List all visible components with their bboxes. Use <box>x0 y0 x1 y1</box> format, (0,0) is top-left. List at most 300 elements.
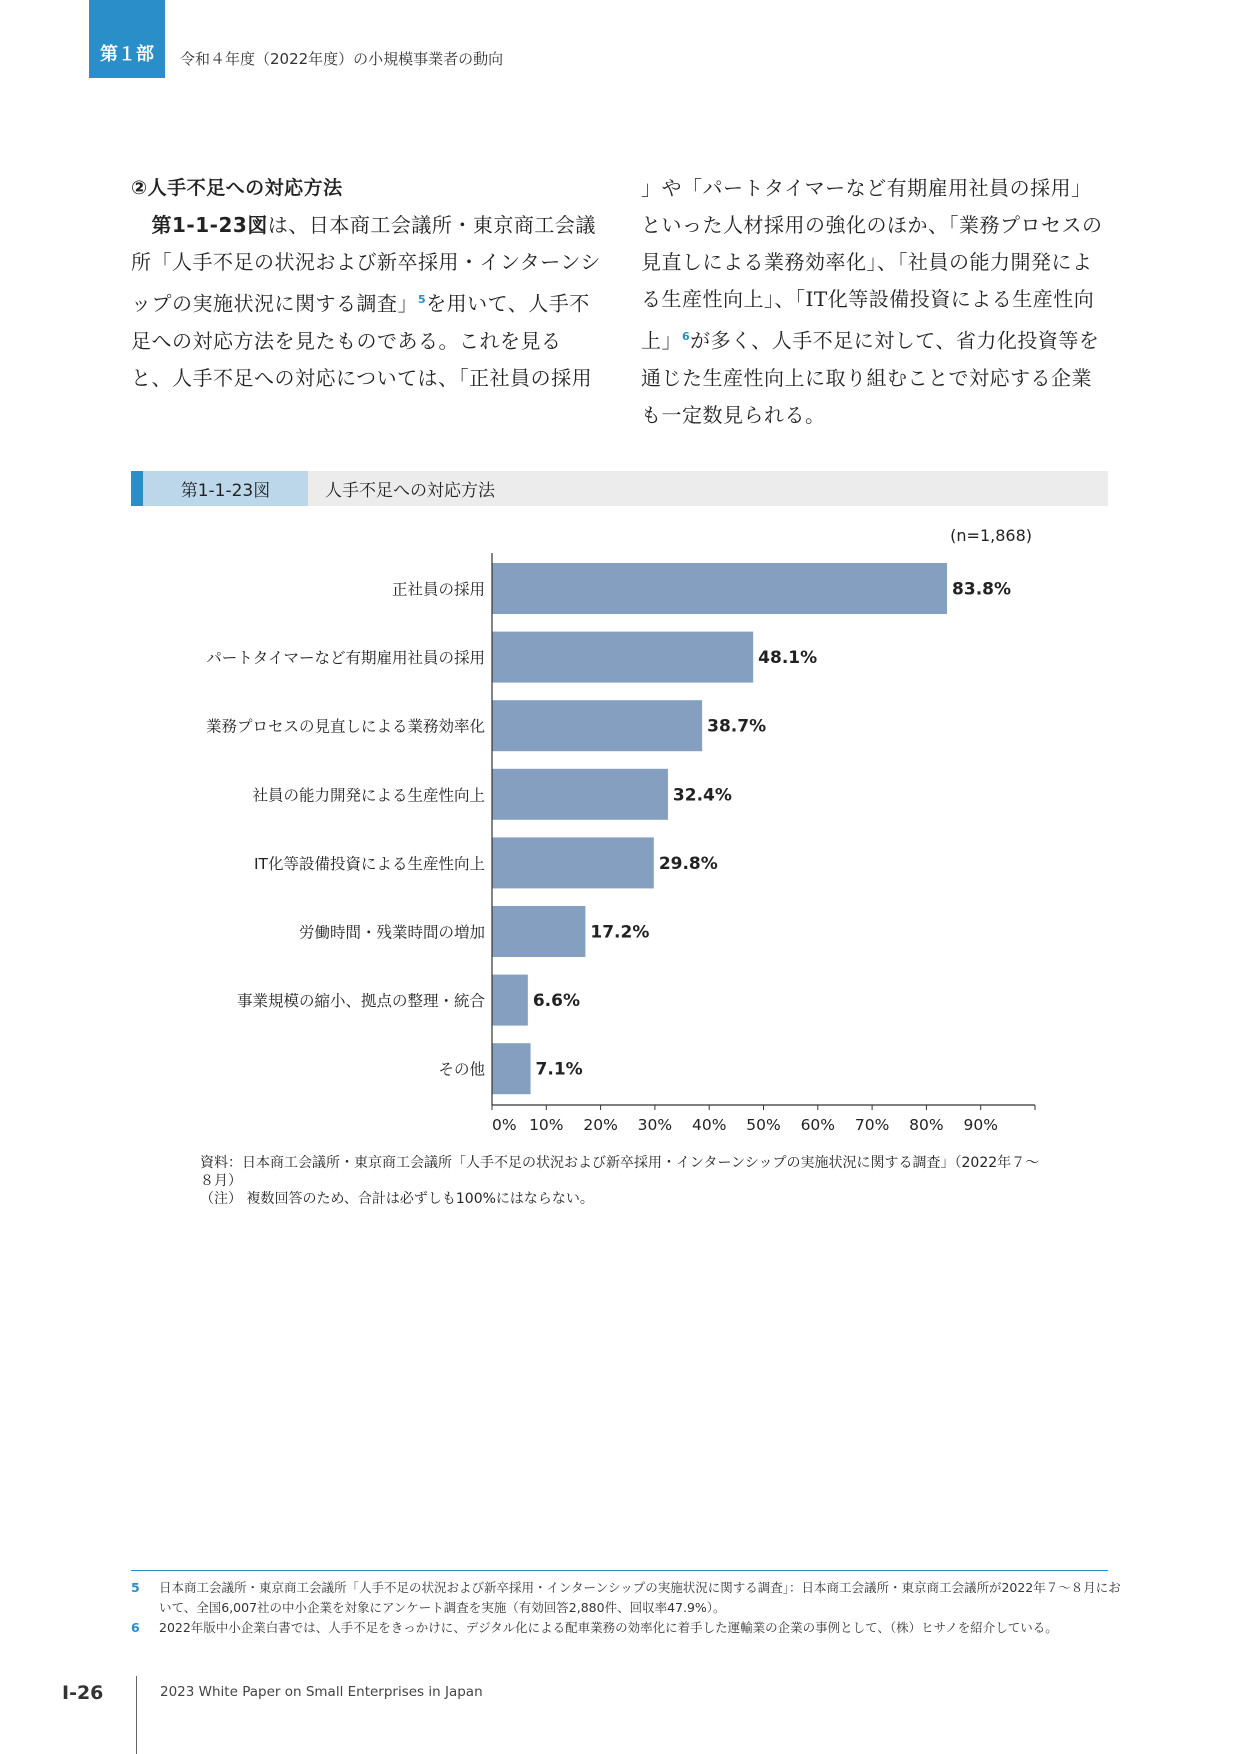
char: 力 <box>976 328 997 353</box>
char: よ <box>336 250 357 274</box>
x-tick-label: 10% <box>529 1116 564 1134</box>
char: よ <box>723 250 744 274</box>
char: お <box>315 250 336 274</box>
char: 、 <box>935 328 956 353</box>
char: 第 <box>151 213 172 237</box>
x-tick-label: 60% <box>800 1116 836 1134</box>
char: 数 <box>702 402 723 427</box>
char: 業 <box>1071 365 1092 390</box>
x-tick-label: 70% <box>854 1116 890 1134</box>
char: る <box>784 402 805 427</box>
char: シ <box>580 250 601 274</box>
running-header: 令和４年度（2022年度）の小規模事業者の動向 <box>180 50 504 68</box>
char: 状 <box>274 250 295 274</box>
char: 発 <box>1031 250 1052 274</box>
value-label: 29.8% <box>658 853 718 874</box>
char: 開 <box>1010 250 1031 274</box>
char: 見 <box>723 402 744 427</box>
chart-note: （注） 複数回答のため、合計は必ずしも100%にはならない。 <box>200 1191 594 1207</box>
char: 卒 <box>397 250 418 274</box>
char: 務 <box>784 250 805 274</box>
char: 性 <box>1053 287 1074 311</box>
category-label: 労働時間・残業時間の増加 <box>298 923 485 942</box>
char: I <box>805 287 814 311</box>
char: 業 <box>959 213 980 237</box>
value-label: 7.1% <box>535 1059 583 1080</box>
char: る <box>641 287 662 311</box>
char: 生 <box>661 287 682 311</box>
value-label: 38.7% <box>707 716 767 737</box>
char: て <box>397 365 418 390</box>
char: を <box>1078 328 1100 353</box>
char: 商 <box>513 213 535 237</box>
char: る <box>418 328 439 353</box>
char: タ <box>764 176 785 200</box>
char: 上 <box>641 328 662 353</box>
char: 「 <box>897 250 908 274</box>
char: の <box>866 213 887 237</box>
char: 正 <box>469 365 490 390</box>
char: 3 <box>232 213 248 237</box>
char: て <box>915 328 936 353</box>
char: す <box>315 291 336 316</box>
char: 採 <box>764 213 785 237</box>
char: 状 <box>233 291 254 316</box>
char: に <box>336 365 357 390</box>
char: 人 <box>172 365 193 390</box>
char: 」 <box>764 287 775 311</box>
char: れ <box>479 328 500 353</box>
char: 」 <box>866 250 877 274</box>
char: 図 <box>247 213 268 237</box>
char: ス <box>1061 213 1082 237</box>
char: 上 <box>743 287 764 311</box>
char: 人 <box>771 328 793 353</box>
footnote-ref-5[interactable]: 5 <box>418 293 427 306</box>
char: 用 <box>438 250 459 274</box>
x-tick-label: 30% <box>637 1116 673 1134</box>
char: 採 <box>551 365 572 390</box>
char: 」 <box>1071 176 1092 200</box>
char: ン <box>560 250 581 274</box>
char: 員 <box>928 250 949 274</box>
char: っ <box>682 213 703 237</box>
char: タ <box>519 250 541 274</box>
char: 実 <box>192 291 213 316</box>
char: ト <box>743 176 764 200</box>
char: に <box>805 365 826 390</box>
char: 対 <box>295 365 316 390</box>
char: 「 <box>458 365 470 390</box>
bar-3 <box>492 700 702 751</box>
char: 本 <box>329 213 350 237</box>
footnote-text: 日本商工会議所・東京商工会議所「人手不足の状況および新卒採用・インターンシップの実施状況に関する調査」：日本商工会議所・東京商工会議所が2022年７～８月において、全国6,007社の中小企業を対象にアンケート調査を実施（有効回答2,880件、回収率47.9%）。 <box>159 1580 1121 1615</box>
char: す <box>1010 365 1031 390</box>
char: 用 <box>446 291 468 316</box>
x-tick-label: 0% <box>492 1116 517 1134</box>
char: 見 <box>295 328 316 353</box>
char: の <box>1009 176 1031 200</box>
char: 対 <box>969 365 990 390</box>
char: の <box>172 291 193 316</box>
char: の <box>274 365 295 390</box>
char: 1 <box>172 213 187 237</box>
char: ー <box>825 176 846 200</box>
char: 向 <box>723 287 744 311</box>
char: 有 <box>886 176 908 200</box>
char: 応 <box>213 328 234 353</box>
char: 不 <box>213 365 234 390</box>
char: 員 <box>989 176 1010 200</box>
char: 業 <box>764 250 785 274</box>
char: 人 <box>528 291 549 316</box>
char: な <box>845 176 867 200</box>
value-label: 32.4% <box>672 785 732 806</box>
char: イ <box>479 250 500 274</box>
char: を <box>426 291 447 316</box>
bar-8 <box>492 1043 531 1094</box>
char: に <box>853 328 875 353</box>
footnote-ref-6[interactable]: 6 <box>682 330 691 343</box>
x-tick-label: 80% <box>909 1116 944 1134</box>
char: 「 <box>682 176 703 200</box>
footnote-6 <box>131 1618 1121 1638</box>
char: 用 <box>948 176 969 200</box>
char: る <box>991 287 1013 311</box>
char: い <box>467 291 488 316</box>
value-label: 6.6% <box>532 991 580 1012</box>
char: 人 <box>172 250 193 274</box>
char: マ <box>804 176 826 200</box>
char: 工 <box>370 213 391 237</box>
char: の <box>172 328 193 353</box>
char: 備 <box>889 287 910 311</box>
char: で <box>377 328 398 353</box>
bar-7 <box>492 975 528 1026</box>
char: 務 <box>979 213 1000 237</box>
char: 生 <box>1012 287 1033 311</box>
char: た <box>702 213 723 237</box>
category-label: IT化等設備投資による生産性向上 <box>253 854 485 873</box>
char: む <box>887 365 908 390</box>
char: 設 <box>868 287 890 311</box>
char: へ <box>151 328 172 353</box>
char: 。 <box>805 402 826 427</box>
char: 、 <box>507 291 529 316</box>
char: ッ <box>131 291 152 316</box>
char: の <box>805 213 826 237</box>
char: 、 <box>151 365 172 390</box>
char: 手 <box>192 250 213 274</box>
char: く <box>731 328 752 353</box>
char: 企 <box>1051 365 1072 390</box>
x-tick-label: 40% <box>691 1116 727 1134</box>
char: 1 <box>195 213 210 237</box>
char: に <box>274 291 295 316</box>
char: 効 <box>805 250 826 274</box>
char: ・ <box>452 213 473 237</box>
char: 社 <box>489 365 511 390</box>
char: 化 <box>846 213 867 237</box>
char: の <box>1082 213 1103 237</box>
footer-divider <box>136 1676 137 1754</box>
char: 東 <box>472 213 494 237</box>
char: 見 <box>520 328 541 353</box>
char: 用 <box>784 213 805 237</box>
char: る <box>541 328 562 353</box>
char: 不 <box>569 291 590 316</box>
char: 対 <box>874 328 895 353</box>
char: 」 <box>661 328 682 353</box>
char: 応 <box>989 365 1010 390</box>
char: 日 <box>308 213 330 237</box>
char: ど <box>866 176 887 200</box>
char: 上 <box>784 365 805 390</box>
char: 産 <box>1032 287 1054 311</box>
bar-6 <box>492 906 585 957</box>
char: 定 <box>682 402 703 427</box>
char: 率 <box>825 250 846 274</box>
char: ン <box>500 250 520 274</box>
char: 一 <box>661 402 682 427</box>
bar-5 <box>492 837 654 888</box>
char: 新 <box>377 250 398 274</box>
char: 投 <box>909 287 931 311</box>
char: ほ <box>887 213 908 237</box>
char: 議 <box>575 213 596 237</box>
char: 雇 <box>927 176 949 200</box>
char: 対 <box>192 328 213 353</box>
char: 、 <box>751 328 772 353</box>
category-label: 業務プロセスの見直しによる業務効率化 <box>205 717 485 736</box>
value-label: 48.1% <box>758 648 818 669</box>
char: の <box>254 250 275 274</box>
footnotes <box>131 1578 1121 1638</box>
section-heading: ②人手不足への対応方法 <box>131 177 343 199</box>
char: 材 <box>743 213 764 237</box>
char: と <box>928 365 949 390</box>
char: 直 <box>661 250 682 274</box>
char: 手 <box>792 328 813 353</box>
char: 工 <box>534 213 555 237</box>
char: 調 <box>356 291 377 316</box>
sample-size-label: (n=1,868) <box>950 526 1032 545</box>
char: 関 <box>295 291 316 316</box>
char: し <box>682 250 703 274</box>
char: と <box>131 365 152 390</box>
char: 資 <box>1037 328 1059 353</box>
footnote-text: 2022年版中小企業白書では、人手不足をきっかけに、デジタル化による配車業務の効率化に着手した運輸業の企業の事例として、（株）ヒサノを紹介している。 <box>159 1620 1058 1635</box>
char: 採 <box>418 250 439 274</box>
char: 省 <box>955 328 977 353</box>
x-tick-label: 50% <box>746 1116 781 1134</box>
char: - <box>186 213 196 237</box>
char: い <box>376 365 398 390</box>
char: - <box>209 213 219 237</box>
char: T <box>813 287 828 311</box>
char: と <box>641 213 662 237</box>
char: の <box>530 365 552 390</box>
char: 化 <box>846 250 867 274</box>
char: は <box>267 213 289 237</box>
char: 多 <box>710 328 732 353</box>
char: 商 <box>349 213 371 237</box>
char: れ <box>764 402 785 427</box>
char: 「 <box>948 213 959 237</box>
char: 向 <box>1073 287 1095 311</box>
category-label: 事業規模の縮小、拠点の整理・統合 <box>236 992 485 1011</box>
footnote-number: 5 <box>131 1580 140 1595</box>
char: 見 <box>641 250 662 274</box>
char: る <box>743 250 764 274</box>
part-label: 第１部 <box>100 44 154 65</box>
char: あ <box>397 328 418 353</box>
char: 2 <box>218 213 233 237</box>
char: が <box>690 328 711 353</box>
char: し <box>894 328 916 353</box>
char: 性 <box>743 365 764 390</box>
char: に <box>1051 250 1072 274</box>
footnote-number: 6 <box>131 1620 140 1635</box>
char: 用 <box>571 365 593 390</box>
bar-4 <box>492 769 668 820</box>
char: 所 <box>131 250 152 274</box>
page-number: I-26 <box>62 1682 104 1704</box>
char: 、 <box>438 365 459 390</box>
value-label: 83.8% <box>952 579 1012 600</box>
char: か <box>907 213 928 237</box>
char: 「 <box>795 287 806 311</box>
x-tick-label: 90% <box>963 1116 998 1134</box>
char: 性 <box>702 287 723 311</box>
char: プ <box>1000 213 1021 237</box>
char: 方 <box>233 328 254 353</box>
char: 資 <box>930 287 951 311</box>
char: 足 <box>131 328 152 353</box>
char: 。 <box>438 328 459 353</box>
x-tick-label: 20% <box>583 1116 618 1134</box>
char: 査 <box>377 291 398 316</box>
figure-number: 第1-1-23図 <box>143 471 308 506</box>
char: 会 <box>554 213 576 237</box>
char: セ <box>1041 213 1062 237</box>
char: 、 <box>774 287 795 311</box>
char: よ <box>971 287 992 311</box>
char: 」 <box>397 291 418 316</box>
char: 人 <box>723 213 744 237</box>
char: 所 <box>431 213 453 237</box>
footnote-5 <box>131 1578 1121 1618</box>
category-label: 正社員の採用 <box>391 580 485 599</box>
char: 議 <box>411 213 432 237</box>
char: 等 <box>848 287 869 311</box>
char: る <box>336 291 357 316</box>
char: パ <box>702 176 723 200</box>
char: で <box>948 365 969 390</box>
char: こ <box>907 365 928 390</box>
char: は <box>417 365 439 390</box>
char: じ <box>661 365 682 390</box>
char: 不 <box>812 328 834 353</box>
char: 不 <box>213 250 234 274</box>
char: い <box>661 213 682 237</box>
char: に <box>702 250 723 274</box>
char: ・ <box>459 250 480 274</box>
char: も <box>336 328 357 353</box>
char: 向 <box>764 365 785 390</box>
char: 、 <box>877 250 898 274</box>
char: の <box>949 250 970 274</box>
char: を <box>500 328 521 353</box>
char: ー <box>723 176 744 200</box>
chart-notes <box>200 1154 1040 1208</box>
char: り <box>846 365 867 390</box>
category-label: パートタイマーなど有期雇用社員の採用 <box>206 649 485 668</box>
char: 期 <box>907 176 928 200</box>
char: た <box>315 328 336 353</box>
char: 足 <box>233 365 254 390</box>
char: ら <box>743 402 764 427</box>
char: 「 <box>151 250 172 274</box>
bar-2 <box>492 632 753 683</box>
char: 社 <box>908 250 929 274</box>
char: 生 <box>702 365 723 390</box>
char: 足 <box>833 328 854 353</box>
char: 取 <box>825 365 846 390</box>
footer-title: 2023 White Paper on Small Enterprises in Japan <box>160 1684 483 1700</box>
char: 通 <box>641 365 662 390</box>
char: び <box>356 250 377 274</box>
char: の <box>356 328 377 353</box>
char: こ <box>459 328 480 353</box>
char: 化 <box>827 287 849 311</box>
char: ロ <box>1020 213 1041 237</box>
char: 況 <box>295 250 316 274</box>
char: 、 <box>288 213 309 237</box>
char: へ <box>254 365 275 390</box>
char: を <box>274 328 295 353</box>
char: 力 <box>990 250 1011 274</box>
char: る <box>1030 365 1051 390</box>
char: た <box>682 365 703 390</box>
char: イ <box>784 176 805 200</box>
char: 応 <box>315 365 336 390</box>
char: つ <box>356 365 377 390</box>
value-label: 17.2% <box>590 922 650 943</box>
char: 採 <box>1030 176 1051 200</box>
footnote-divider <box>131 1570 1108 1571</box>
char: 手 <box>548 291 570 316</box>
char: 京 <box>493 213 514 237</box>
char: 強 <box>825 213 846 237</box>
category-label: その他 <box>438 1060 485 1079</box>
char: 産 <box>682 287 703 311</box>
char: 会 <box>390 213 412 237</box>
char: 化 <box>996 328 1018 353</box>
char: 手 <box>192 365 213 390</box>
char: や <box>661 176 682 200</box>
char: 組 <box>866 365 887 390</box>
char: ー <box>540 250 561 274</box>
char: も <box>641 402 662 427</box>
char: 、 <box>928 213 949 237</box>
char: 投 <box>1017 328 1038 353</box>
char: 員 <box>510 365 531 390</box>
char: よ <box>1072 250 1093 274</box>
char: 施 <box>213 291 234 316</box>
char: て <box>487 291 508 316</box>
category-label: 社員の能力開発による生産性向上 <box>252 786 485 805</box>
